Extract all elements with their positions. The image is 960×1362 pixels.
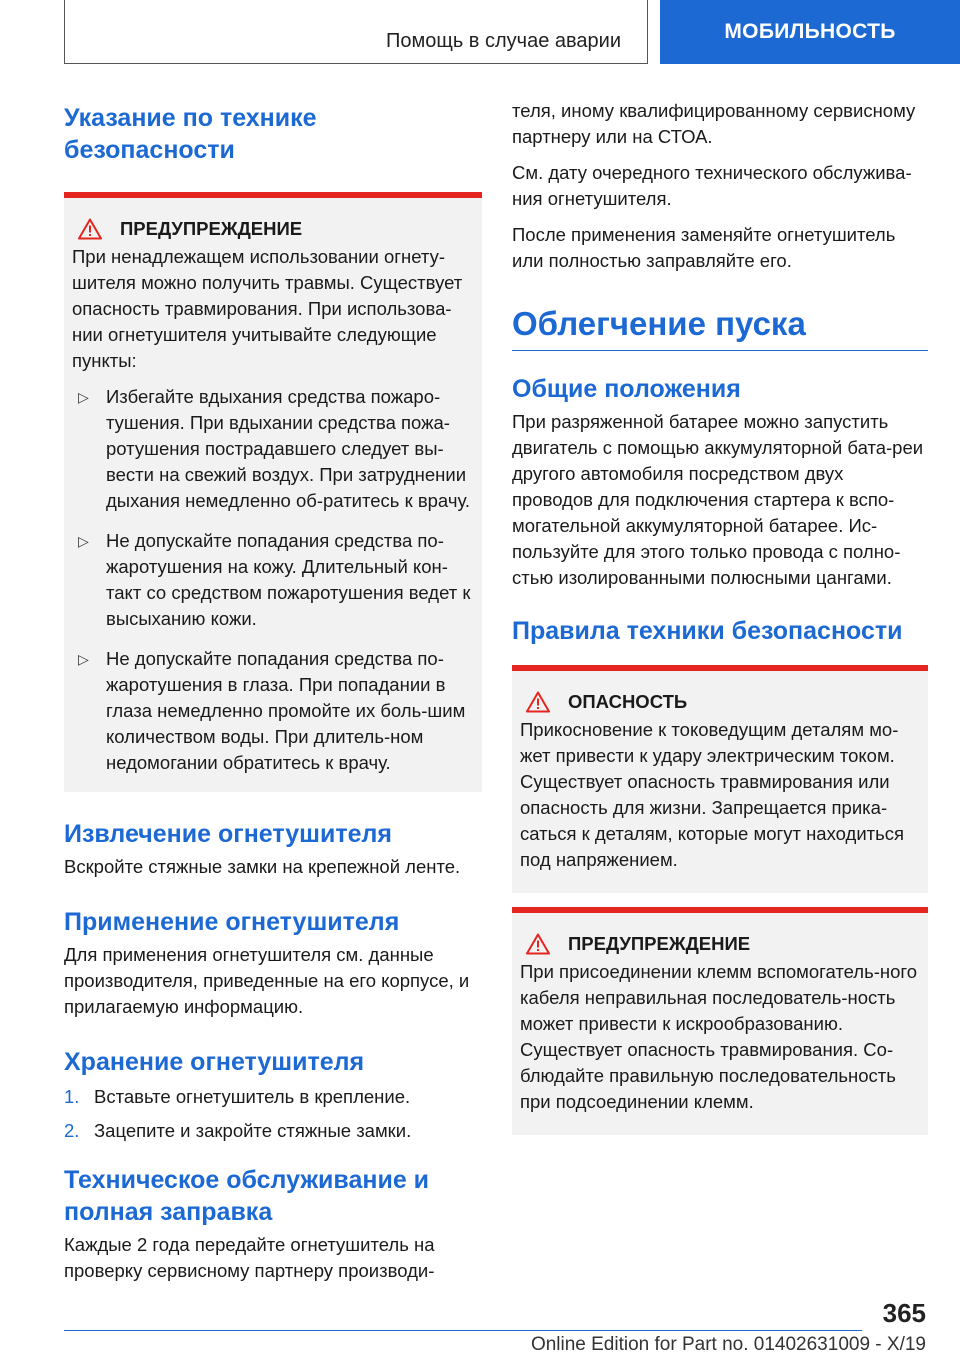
- warning2-title: ПРЕДУПРЕЖДЕНИЕ: [568, 933, 751, 954]
- removal-text: Вскройте стяжные замки на крепежной ленте.: [64, 856, 461, 877]
- heading-safety-rules: Правила техники безопасности: [512, 617, 903, 645]
- warning-title-row: [72, 216, 474, 242]
- step-text: Зацепите и закройте стяжные замки.: [94, 1120, 412, 1141]
- bullet-text: Не допускайте попадания средства по-жаротушения на кожу. Длительный кон-такт со средством пожаротушения ведет к высыханию кожи.: [106, 530, 471, 629]
- list-item: [72, 646, 474, 776]
- warning-triangle-icon: [78, 218, 102, 240]
- list-item: [64, 1084, 482, 1110]
- warning-triangle-icon: [526, 933, 550, 955]
- step-number: 1.: [64, 1086, 80, 1107]
- bullet-text: Избегайте вдыхания средства пожаро-тушения. При вдыхании средства пожа-ротушения пострадавшего следует вы-вести на свежий воздух. При затруднении дыхания немедленно об-ратитесь к врачу.: [106, 386, 470, 511]
- page-number: 365: [882, 1298, 926, 1328]
- heading-safety-note: Указание по технике безопасности: [64, 104, 317, 164]
- jump-start-heading-wrap: [512, 304, 928, 351]
- warning2-text: При присоединении клемм вспомогатель-ного кабеля неправильная последователь-ность может привести к искрообразованию. Существует опасность травмирования. Со-блюдайте правильную последовательность при подсоединении клемм.: [520, 961, 918, 1112]
- triangle-bullet-icon: ▷: [78, 389, 89, 405]
- step-text: Вставьте огнетушитель в крепление.: [94, 1086, 411, 1107]
- service-text-continued: теля, иному квалифицированному сервисному партнеру или на СТОА.: [512, 100, 916, 147]
- left-column: [64, 102, 482, 1284]
- header-section-title: Помощь в случае аварии: [386, 30, 621, 52]
- triangle-bullet-icon: ▷: [78, 651, 89, 667]
- heading-removal: Извлечение огнетушителя: [64, 820, 392, 848]
- danger-text: Прикосновение к токоведущим деталям мо-жет привести к удару электрическим током. Существует опасность травмирования или опасность для жизни. Запрещается прика-саться к деталям, которые могут находиться под напряжением.: [520, 719, 905, 870]
- heading-jump-start: Облегчение пуска: [512, 305, 806, 342]
- triangle-bullet-icon: ▷: [78, 533, 89, 549]
- heading-general: Общие положения: [512, 375, 741, 403]
- storage-steps: [64, 1084, 482, 1144]
- right-column: [512, 98, 928, 1135]
- list-item: [72, 528, 474, 632]
- header-frame: [64, 0, 648, 64]
- warning2-title-row: [520, 931, 920, 957]
- warning-bullet-list: [72, 384, 474, 776]
- bullet-text: Не допускайте попадания средства по-жаротушения в глаза. При попадании в глаза немедленно промойте их боль-шим количеством воды. При длитель-ном недомогании обратитесь к врачу.: [106, 648, 466, 773]
- list-item: [72, 384, 474, 514]
- service-after-text: После применения заменяйте огнетушитель или полностью заправляйте его.: [512, 224, 896, 271]
- general-text: При разряженной батарее можно запустить двигатель с помощью аккумуляторной бата-реи другого автомобиля посредством двух проводов для подключения стартера к вспо-могательной аккумуляторной батарее. Ис-пользуйте для этого только провода с полно-стью изолированными полюсными цангами.: [512, 411, 924, 588]
- heading-service: Техническое обслуживание и полная заправка: [64, 1166, 430, 1226]
- warning-intro: При ненадлежащем использовании огнету-шителя можно получить травмы. Существует опасность травмирования. При использова-нии огнетушителя учитывайте следующие пункты:: [72, 246, 463, 371]
- warning-title: ПРЕДУПРЕЖДЕНИЕ: [120, 218, 303, 239]
- step-number: 2.: [64, 1120, 80, 1141]
- warning-triangle-icon: [526, 691, 550, 713]
- warning-box: [64, 192, 482, 792]
- service-date-text: См. дату очередного технического обслужива-ния огнетушителя.: [512, 162, 912, 209]
- heading-storage: Хранение огнетушителя: [64, 1048, 365, 1076]
- header-tab-mobility[interactable]: МОБИЛЬНОСТЬ: [660, 0, 960, 64]
- danger-title-row: [520, 689, 920, 715]
- warning-box-2: [512, 907, 928, 1135]
- service-text: Каждые 2 года передайте огнетушитель на проверку сервисному партнеру производи-: [64, 1234, 435, 1281]
- list-item: [64, 1118, 482, 1144]
- use-text: Для применения огнетушителя см. данные производителя, приведенные на его корпусе, и прилагаемую информацию.: [64, 944, 470, 1017]
- danger-box: [512, 665, 928, 893]
- footer-edition: Online Edition for Part no. 01402631009 - X/19: [530, 1334, 926, 1355]
- danger-title: ОПАСНОСТЬ: [568, 691, 688, 712]
- heading-use: Применение огнетушителя: [64, 908, 400, 936]
- footer-divider: [64, 1330, 862, 1331]
